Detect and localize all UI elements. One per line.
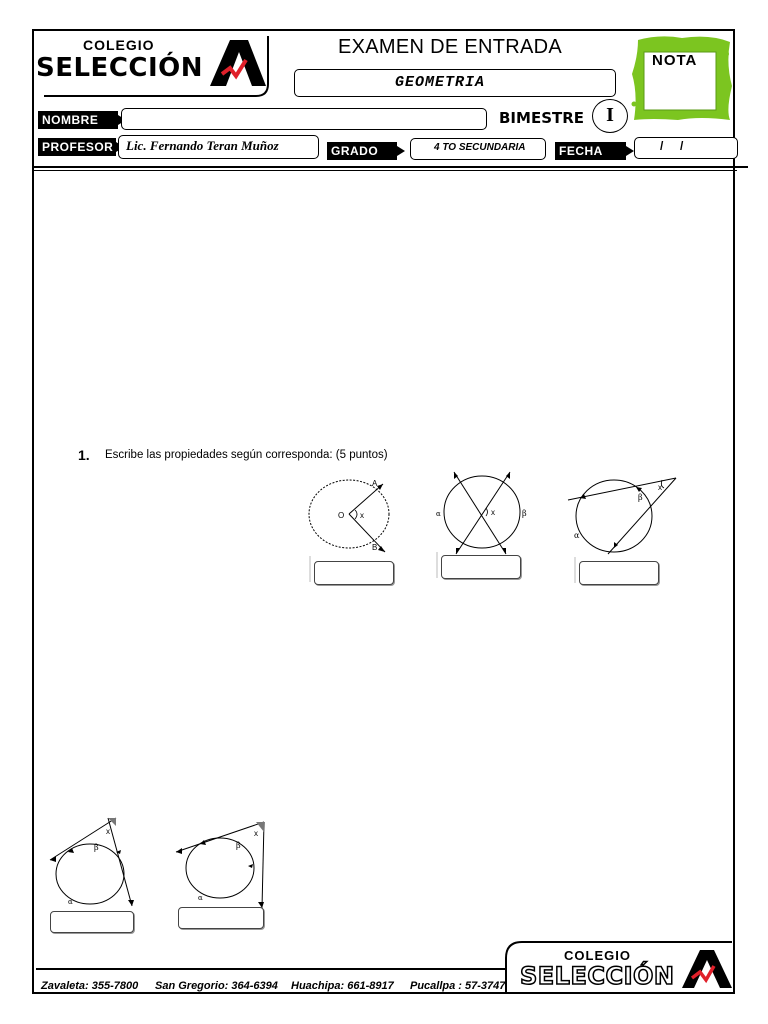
profesor-value: Lic. Fernando Teran Muñoz: [126, 138, 279, 153]
figure1-marker: [309, 556, 311, 582]
footer-divider: [36, 968, 506, 970]
nota-label: NOTA: [652, 52, 698, 69]
nombre-field[interactable]: [121, 108, 487, 130]
answer-box-3[interactable]: [579, 561, 659, 585]
fig3-beta-label: β: [638, 493, 643, 502]
header-divider: [32, 166, 748, 168]
logo-colegio-text: COLEGIO: [83, 37, 155, 53]
footer-logo-a-icon: [680, 948, 732, 990]
fig2-alpha-label: α: [436, 510, 441, 518]
nombre-label: NOMBRE: [38, 111, 118, 129]
answer-box-5[interactable]: [178, 907, 264, 929]
fig1-b-label: B: [372, 543, 378, 552]
fig4-beta-label: β: [94, 843, 99, 852]
figure-two-tangents: [172, 818, 272, 910]
footer-logo: [504, 938, 736, 994]
bimestre-value: I: [606, 104, 614, 126]
fecha-value: / /: [660, 139, 684, 153]
footer-contact-2: San Gregorio: 364-6394: [155, 980, 278, 992]
question-text: Escribe las propiedades según corresponda: (5 puntos): [105, 449, 388, 461]
figure-interior-angle: [432, 468, 532, 556]
fecha-field[interactable]: [634, 137, 738, 159]
bimestre-circle: [592, 99, 628, 133]
fig5-alpha-label: α: [198, 894, 203, 902]
figure2-marker: [436, 552, 438, 578]
figure-tangent-secant-1: [46, 812, 146, 908]
figure3-marker: [574, 557, 576, 583]
footer-logo-colegio: COLEGIO: [564, 948, 631, 963]
answer-box-4[interactable]: [50, 911, 134, 933]
nota-badge: [630, 34, 734, 122]
exam-title: EXAMEN DE ENTRADA: [338, 36, 563, 58]
footer-contact-1: Zavaleta: 355-7800: [41, 980, 139, 992]
question-number: 1.: [78, 447, 90, 463]
fig1-a-label: A: [372, 479, 378, 488]
fig2-x-label: x: [491, 508, 495, 517]
grado-label: GRADO: [327, 142, 397, 160]
footer-contact-4: Pucallpa : 57-3747: [410, 980, 506, 992]
bimestre-label: BIMESTRE: [499, 109, 585, 127]
fecha-label: FECHA: [555, 142, 626, 160]
fig4-x-label: x: [106, 827, 110, 836]
fig3-alpha-label: α: [574, 531, 580, 540]
subject-text: GEOMETRIA: [395, 74, 486, 91]
figure-exterior-angle: [562, 472, 682, 560]
figure-central-angle: [305, 476, 405, 556]
footer-logo-seleccion: SELECCIÓN: [520, 962, 675, 990]
grado-value: 4 TO SECUNDARIA: [434, 142, 526, 153]
profesor-label: PROFESOR: [38, 138, 116, 156]
footer-contact-3: Huachipa: 661-8917: [291, 980, 394, 992]
logo-seleccion-text: SELECCIÓN: [36, 53, 204, 83]
fig1-x-label: x: [360, 511, 364, 520]
fig5-x-label: x: [254, 829, 258, 838]
header-logo: [36, 36, 276, 100]
answer-box-2[interactable]: [441, 555, 521, 579]
fig5-beta-label: β: [236, 841, 241, 850]
header-divider-2: [32, 170, 737, 171]
fig1-o-label: O: [338, 511, 345, 520]
fig3-x-label: x: [658, 483, 662, 492]
answer-box-1[interactable]: [314, 561, 394, 585]
fig2-beta-label: β: [522, 509, 527, 518]
nota-splash: [630, 34, 734, 122]
logo-swoosh: [36, 36, 276, 100]
fig4-alpha-label: α: [68, 898, 73, 906]
